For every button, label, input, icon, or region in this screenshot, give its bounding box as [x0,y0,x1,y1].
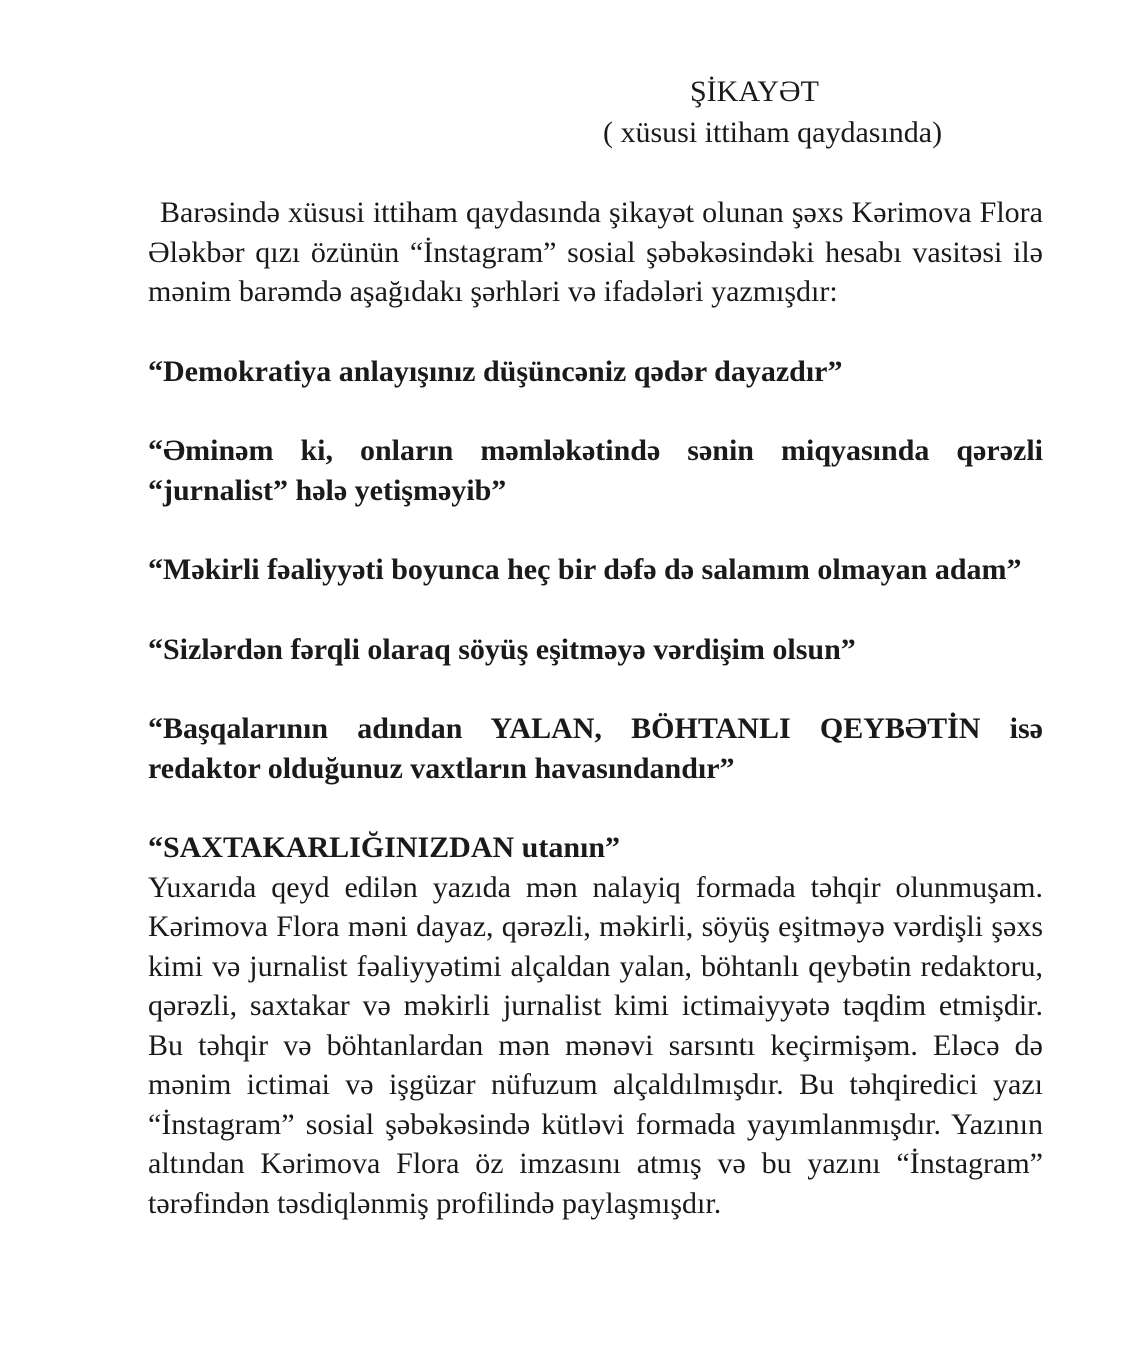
intro-paragraph: Barəsində xüsusi ittiham qaydasında şikayət olunan şəxs Kərimova Flora Ələkbər qızı özünün “İnstagram” sosial şəbəkəsindəki hesabı vasitəsi ilə mənim barəmdə aşağıdakı şərhləri və ifadələri yazmışdır: [148,196,1043,308]
document-subtitle: ( xüsusi ittiham qaydasında) [603,116,943,149]
document-body [148,193,1043,1223]
quote-5: “Başqalarının adından YALAN, BÖHTANLI QEYBƏTİN isə redaktor olduğunuz vaxtların havasındandır” [148,712,1043,785]
document-title: ŞİKAYƏT [690,75,819,108]
quote-4: “Sizlərdən fərqli olaraq söyüş eşitməyə vərdişim olsun” [148,632,856,666]
quote-3: “Məkirli fəaliyyəti boyunca heç bir dəfə də salamım olmayan adam” [148,553,1022,586]
quote-2: “Əminəm ki, onların məmləkətində sənin miqyasında qərəzli “jurnalist” hələ yetişməyib” [148,434,1043,507]
quote-1: “Demokratiya anlayışınız düşüncəniz qədər dayazdır” [148,354,843,388]
complaint-paragraph: Yuxarıda qeyd edilən yazıda mən nalayiq formada təhqir olunmuşam. Kərimova Flora məni dayaz, qərəzli, məkirli, söyüş eşitməyə vərdişli şəxs kimi və jurnalist fəaliyyətimi alçaldan yalan, böhtanlı qeybətin redaktoru, qərəzli, saxtakar və məkirli jurnalist kimi ictimaiyyətə təqdim etmişdir. Bu təhqir və böhtanlardan mən mənəvi sarsıntı keçirmişəm. Eləcə də mənim ictimai və işgüzar nüfuzum alçaldılmışdır. Bu təhqiredici yazı “İnstagram” sosial şəbəkəsində kütləvi formada yayımlanmışdır. Yazının altından Kərimova Flora öz imzasını atmış və bu yazını “İnstagram” tərəfindən təsdiqlənmiş profilində paylaşmışdır. [148,870,1043,1220]
quote-6: “SAXTAKARLIĞINIZDAN utanın” [148,831,621,864]
